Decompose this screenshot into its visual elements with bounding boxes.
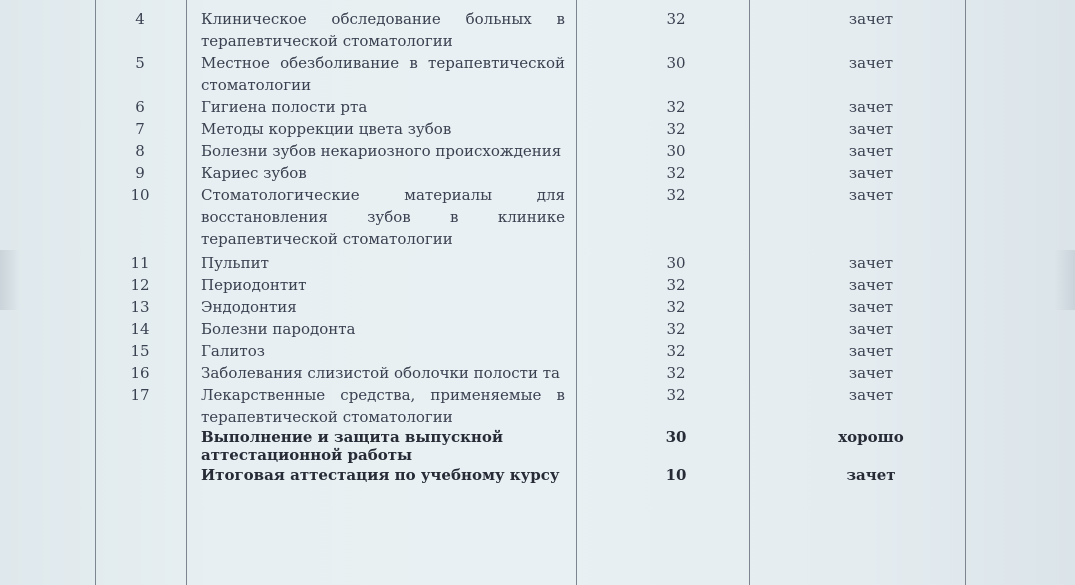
subject-name	[201, 274, 565, 296]
hours-cell: 32	[666, 320, 686, 338]
subject-name	[201, 340, 565, 362]
subject-name	[201, 8, 565, 52]
subject-name-line: Методы коррекции цвета зубов	[201, 120, 452, 138]
subject-name	[201, 118, 565, 140]
subject-name-line: Выполнение и защита выпускной	[201, 428, 504, 446]
grade-cell: зачет	[848, 320, 894, 338]
grade-cell: зачет	[848, 276, 894, 294]
page-fold-right	[1055, 250, 1075, 310]
grade-cell: зачет	[848, 98, 894, 116]
subject-name-line: Местное обезболивание в терапевтической	[201, 54, 565, 72]
hours-cell: 30	[666, 254, 686, 272]
hours-cell: 32	[666, 98, 686, 116]
subject-name-line: Пульпит	[201, 254, 269, 272]
subject-name-line: аттестационной работы	[201, 446, 413, 464]
row-number: 6	[135, 98, 145, 116]
subject-name-line: терапевтической стоматологии	[201, 32, 453, 50]
row-number: 7	[135, 120, 145, 138]
grade-cell: зачет	[848, 164, 894, 182]
subject-name-line: Стоматологические материалы для	[201, 186, 565, 204]
grade-cell: зачет	[848, 10, 894, 28]
subject-name-line: стоматологии	[201, 76, 312, 94]
hours-cell: 30	[666, 142, 686, 160]
hours-cell: 30	[666, 54, 686, 72]
subject-name-line: Кариес зубов	[201, 164, 307, 182]
table-border-num	[186, 0, 187, 585]
hours-cell: 32	[666, 186, 686, 204]
subject-name-line: Клиническое обследование больных в	[201, 10, 565, 28]
subject-name	[201, 318, 565, 340]
hours-cell: 32	[666, 386, 686, 404]
hours-cell: 32	[666, 276, 686, 294]
hours-cell: 32	[666, 10, 686, 28]
subject-name	[201, 252, 565, 274]
subject-name-line: Периодонтит	[201, 276, 307, 294]
hours-cell: 30	[665, 428, 687, 446]
row-number: 9	[135, 164, 145, 182]
row-number: 17	[130, 386, 150, 404]
grade-cell: зачет	[848, 54, 894, 72]
hours-cell: 32	[666, 342, 686, 360]
subject-name-line: Болезни пародонта	[201, 320, 356, 338]
subject-name-line: Галитоз	[201, 342, 265, 360]
hours-cell: 32	[666, 120, 686, 138]
subject-name-line: терапевтической стоматологии	[201, 230, 453, 248]
subject-name	[201, 466, 565, 484]
subject-name-line: Заболевания слизистой оболочки полости та	[201, 364, 560, 382]
subject-name	[201, 52, 565, 96]
grade-cell: зачет	[848, 120, 894, 138]
row-number: 5	[135, 54, 145, 72]
subject-name-line: Лекарственные средства, применяемые в	[201, 386, 565, 404]
row-number: 15	[130, 342, 150, 360]
subject-name-line: терапевтической стоматологии	[201, 408, 453, 426]
hours-cell: 32	[666, 364, 686, 382]
subject-name-line: восстановления зубов в клинике	[201, 208, 565, 226]
subject-name	[201, 296, 565, 318]
subject-name-line: Эндодонтия	[201, 298, 297, 316]
subject-name	[201, 96, 565, 118]
grade-cell: зачет	[848, 342, 894, 360]
row-number: 10	[130, 186, 150, 204]
hours-cell: 32	[666, 298, 686, 316]
subject-name	[201, 140, 565, 162]
subject-name	[201, 162, 565, 184]
row-number: 16	[130, 364, 150, 382]
subject-name	[201, 362, 565, 384]
subject-name-line: Итоговая аттестация по учебному курсу	[201, 466, 560, 484]
row-number: 13	[130, 298, 150, 316]
grade-cell: хорошо	[838, 428, 904, 446]
grade-cell: зачет	[848, 364, 894, 382]
hours-cell: 10	[665, 466, 687, 484]
grade-cell: зачет	[848, 298, 894, 316]
row-number: 11	[130, 254, 150, 272]
grade-cell: зачет	[846, 466, 896, 484]
page-fold-left	[0, 250, 20, 310]
grade-cell: зачет	[848, 186, 894, 204]
grade-cell: зачет	[848, 386, 894, 404]
subject-name	[201, 184, 565, 250]
subject-name	[201, 428, 565, 464]
subject-name	[201, 384, 565, 428]
row-number: 14	[130, 320, 150, 338]
grade-cell: зачет	[848, 254, 894, 272]
grade-cell: зачет	[848, 142, 894, 160]
row-number: 8	[135, 142, 145, 160]
subject-name-line: Болезни зубов некариозного происхождения	[201, 142, 562, 160]
subject-name-line: Гигиена полости рта	[201, 98, 368, 116]
row-number: 4	[135, 10, 145, 28]
row-number: 12	[130, 276, 150, 294]
hours-cell: 32	[666, 164, 686, 182]
